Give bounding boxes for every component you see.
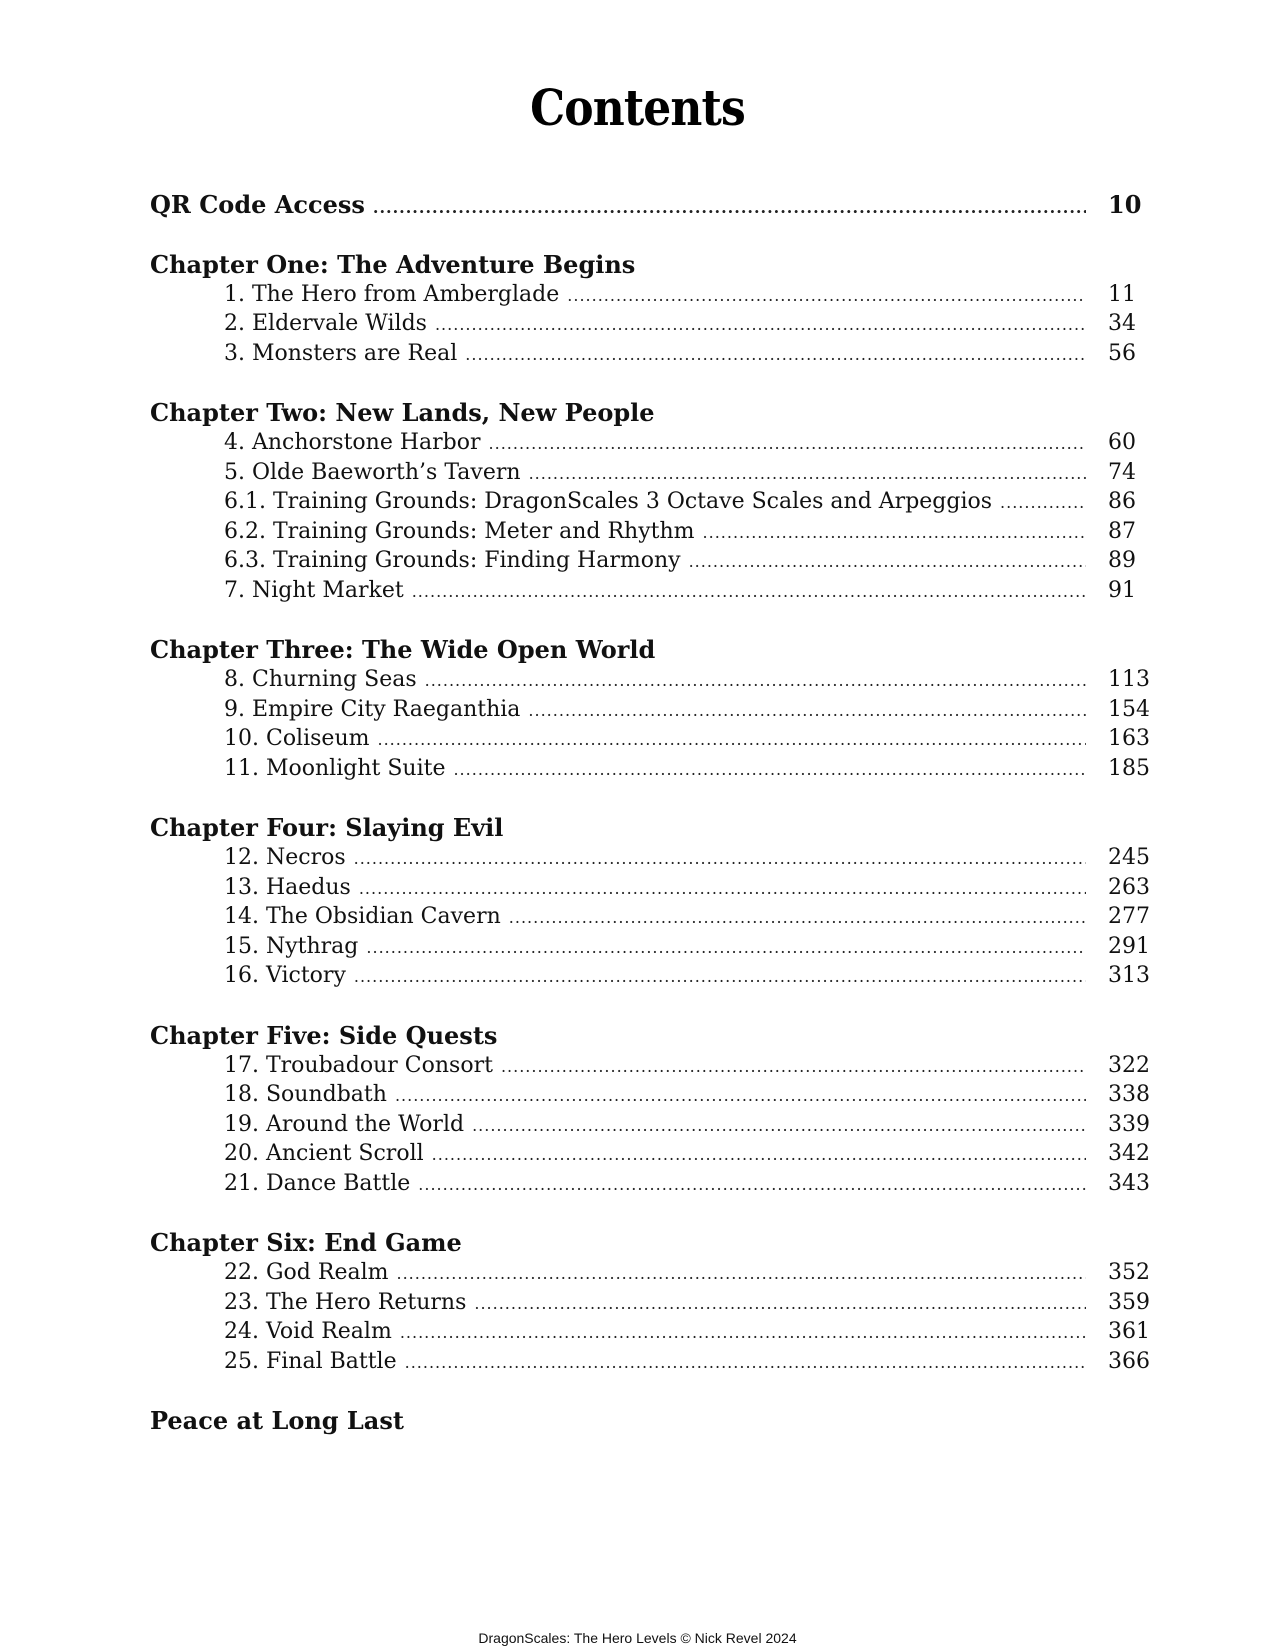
toc-entry[interactable] <box>150 902 1150 932</box>
toc-entry[interactable] <box>150 487 1150 517</box>
toc-entry[interactable] <box>150 724 1150 754</box>
toc-entry-label: 24. Void Realm <box>224 1319 392 1344</box>
dot-leader <box>405 1348 1086 1378</box>
toc-entry[interactable] <box>150 517 1150 547</box>
toc-entry[interactable] <box>150 695 1150 725</box>
toc-entry-label: 10. Coliseum <box>224 726 370 751</box>
toc-chapter-three <box>150 635 1150 783</box>
closing-heading[interactable]: Peace at Long Last <box>150 1406 404 1435</box>
toc-entry-label: 23. The Hero Returns <box>224 1289 467 1315</box>
toc-entry[interactable] <box>150 280 1150 310</box>
toc-entry-label: 22. God Realm <box>224 1260 389 1285</box>
toc-entry-label: 15. Nythrag <box>224 933 359 959</box>
toc-chapter-five <box>150 1021 1150 1199</box>
toc-entry-label: 13. Haedus <box>224 874 351 900</box>
toc-entry-label: 20. Ancient Scroll <box>224 1141 424 1166</box>
dot-leader <box>377 725 1086 755</box>
toc-entry-label: 6.1. Training Grounds: DragonScales 3 Octave Scales and Arpeggios <box>224 489 993 514</box>
page-title: Contents <box>530 78 745 137</box>
toc-entry[interactable] <box>150 458 1150 488</box>
dot-leader <box>400 1318 1086 1348</box>
toc-page-number: 342 <box>1108 1141 1150 1166</box>
toc-page-number: 361 <box>1108 1319 1150 1344</box>
toc-page-number: 277 <box>1108 904 1150 929</box>
toc-page-number: 10 <box>1108 190 1142 219</box>
toc-page-number: 74 <box>1108 459 1136 485</box>
toc-page-number: 34 <box>1108 311 1136 336</box>
toc-entry-label: 1. The Hero from Amberglade <box>224 281 560 307</box>
dot-leader <box>689 547 1086 577</box>
dot-leader <box>435 310 1086 340</box>
toc-entry[interactable] <box>150 1347 1150 1377</box>
toc-entry-label: 2. Eldervale Wilds <box>224 311 427 336</box>
table-of-contents <box>150 190 1150 1436</box>
toc-entry[interactable] <box>150 932 1150 962</box>
toc-page-number: 163 <box>1108 726 1150 751</box>
dot-leader <box>425 666 1086 696</box>
toc-page-number: 343 <box>1108 1170 1150 1196</box>
toc-entry[interactable] <box>150 961 1150 991</box>
dot-leader <box>359 874 1086 904</box>
dot-leader <box>453 755 1086 785</box>
chapter-heading[interactable]: Chapter Four: Slaying Evil <box>150 813 504 842</box>
dot-leader <box>465 340 1086 370</box>
toc-entry-label: 19. Around the World <box>224 1111 465 1137</box>
toc-entry-label: 12. Necros <box>224 845 346 870</box>
dot-leader <box>412 577 1086 607</box>
toc-page-number: 89 <box>1108 548 1136 573</box>
toc-entry-label: 8. Churning Seas <box>224 667 417 692</box>
toc-entry[interactable] <box>150 1288 1150 1318</box>
toc-entry-label: 16. Victory <box>224 963 346 988</box>
dot-leader <box>489 429 1086 459</box>
toc-page-number: 313 <box>1108 963 1150 988</box>
toc-entry[interactable] <box>150 1080 1150 1110</box>
dot-leader <box>373 193 1086 223</box>
toc-page-number: 359 <box>1108 1289 1150 1315</box>
toc-page-number: 113 <box>1108 667 1150 692</box>
toc-entry[interactable] <box>150 1317 1150 1347</box>
dot-leader <box>528 696 1086 726</box>
dot-leader <box>418 1170 1086 1200</box>
chapter-heading[interactable]: Chapter One: The Adventure Begins <box>150 249 636 279</box>
dot-leader <box>395 1081 1086 1111</box>
toc-entry-label: 4. Anchorstone Harbor <box>224 430 481 455</box>
toc-chapter-six <box>150 1228 1150 1376</box>
chapter-heading[interactable]: Chapter Three: The Wide Open World <box>150 635 656 664</box>
toc-chapter-four <box>150 813 1150 991</box>
toc-page-number: 322 <box>1108 1052 1150 1078</box>
toc-entry[interactable] <box>150 576 1150 606</box>
toc-entry-label: 17. Troubadour Consort <box>224 1052 493 1078</box>
toc-entry-label: 6.3. Training Grounds: Finding Harmony <box>224 548 681 573</box>
toc-page-number: 56 <box>1108 340 1136 366</box>
dot-leader <box>472 1111 1086 1141</box>
toc-page-number: 366 <box>1108 1348 1150 1374</box>
toc-entry[interactable] <box>150 754 1150 784</box>
toc-page-number: 291 <box>1108 933 1150 959</box>
dot-leader <box>396 1259 1086 1289</box>
chapter-heading[interactable]: Chapter Two: New Lands, New People <box>150 398 655 427</box>
toc-page-number: 11 <box>1108 281 1136 307</box>
toc-page-number: 338 <box>1108 1082 1150 1107</box>
toc-page-number: 86 <box>1108 489 1136 514</box>
dot-leader <box>474 1289 1086 1319</box>
dot-leader <box>354 962 1086 992</box>
toc-page-number: 339 <box>1108 1111 1150 1137</box>
toc-page-number: 245 <box>1108 845 1150 870</box>
toc-entry[interactable] <box>150 1051 1150 1081</box>
toc-page-number: 91 <box>1108 577 1136 603</box>
toc-entry-label: 21. Dance Battle <box>224 1170 411 1196</box>
dot-leader <box>501 1052 1086 1082</box>
toc-chapter-two <box>150 398 1150 605</box>
toc-page-number: 352 <box>1108 1260 1150 1285</box>
toc-entry[interactable] <box>150 546 1150 576</box>
toc-entry-label: 9. Empire City Raeganthia <box>224 696 521 722</box>
toc-entry-label: QR Code Access <box>150 190 365 219</box>
toc-entry-label: 6.2. Training Grounds: Meter and Rhythm <box>224 518 695 544</box>
toc-entry[interactable] <box>150 309 1150 339</box>
toc-entry-label: 11. Moonlight Suite <box>224 755 446 781</box>
toc-entry-label: 3. Monsters are Real <box>224 340 458 366</box>
toc-entry-label: 18. Soundbath <box>224 1082 387 1107</box>
dot-leader <box>529 459 1086 489</box>
toc-entry[interactable] <box>150 1110 1150 1140</box>
toc-entry[interactable] <box>150 665 1150 695</box>
dot-leader <box>432 1140 1086 1170</box>
toc-entry[interactable] <box>150 428 1150 458</box>
toc-entry-label: 5. Olde Baeworth’s Tavern <box>224 459 521 485</box>
toc-page-number: 60 <box>1108 430 1136 455</box>
page-footer: DragonScales: The Hero Levels © Nick Revel 2024 <box>478 1630 797 1646</box>
toc-entry[interactable] <box>150 1258 1150 1288</box>
dot-leader <box>567 281 1086 311</box>
toc-qr-section <box>150 190 1150 220</box>
toc-entry[interactable] <box>150 843 1150 873</box>
toc-page-number: 263 <box>1108 874 1150 900</box>
toc-chapter-one <box>150 250 1150 369</box>
toc-page-number: 154 <box>1108 696 1150 722</box>
toc-entry[interactable] <box>150 873 1150 903</box>
dot-leader <box>1000 488 1086 518</box>
dot-leader <box>703 518 1086 548</box>
toc-entry[interactable] <box>150 339 1150 369</box>
toc-page-number: 185 <box>1108 755 1150 781</box>
toc-entry-qr-code-access[interactable] <box>150 190 1150 220</box>
toc-page-number: 87 <box>1108 518 1136 544</box>
dot-leader <box>354 844 1086 874</box>
dot-leader <box>366 933 1086 963</box>
chapter-heading[interactable]: Chapter Five: Side Quests <box>150 1020 498 1050</box>
dot-leader <box>509 903 1086 933</box>
toc-entry[interactable] <box>150 1169 1150 1199</box>
toc-entry[interactable] <box>150 1139 1150 1169</box>
toc-entry-label: 7. Night Market <box>224 577 404 603</box>
toc-entry-label: 25. Final Battle <box>224 1348 397 1374</box>
chapter-heading[interactable]: Chapter Six: End Game <box>150 1228 462 1257</box>
toc-entry-label: 14. The Obsidian Cavern <box>224 904 501 929</box>
